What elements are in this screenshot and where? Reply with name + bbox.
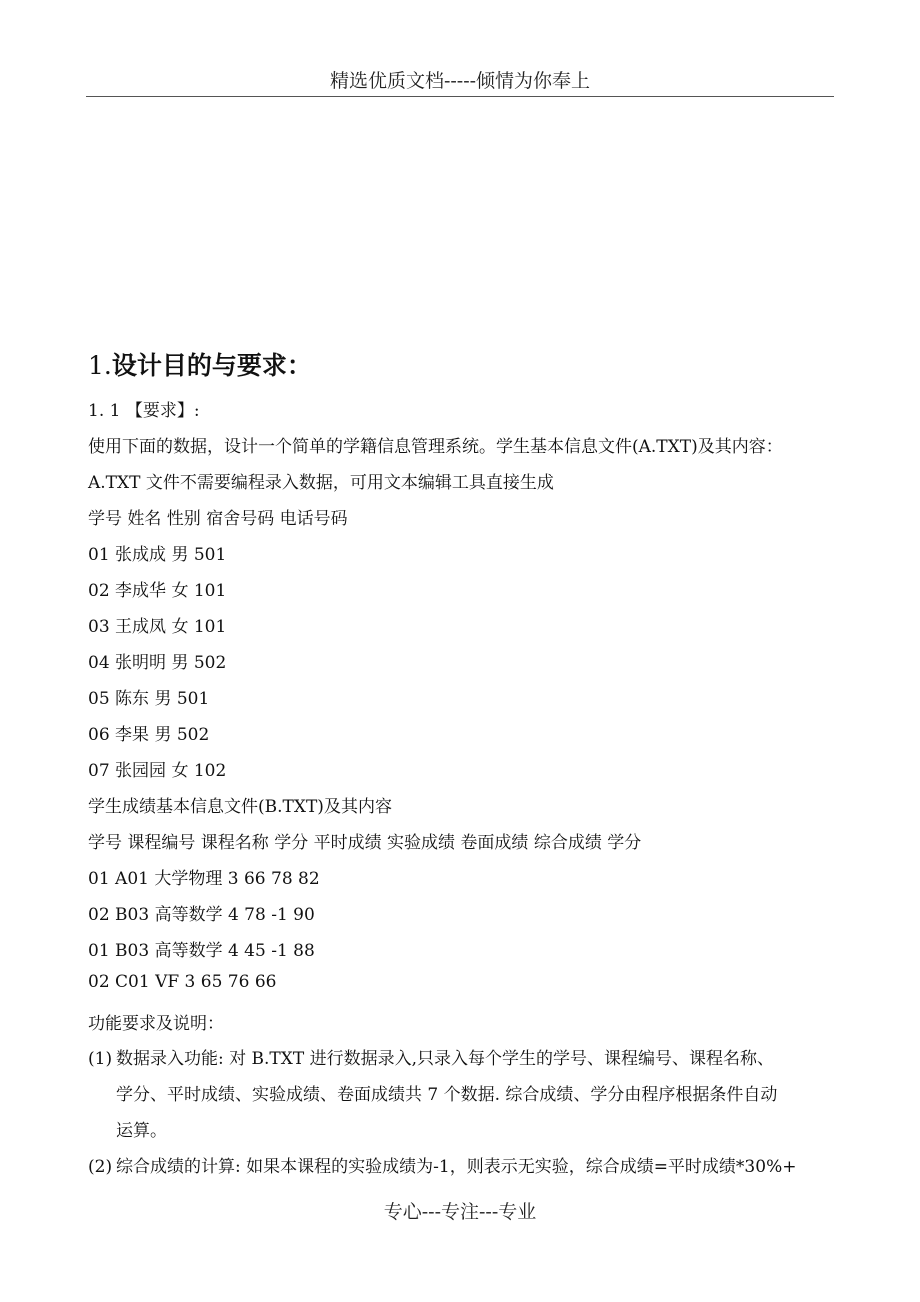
requirement-marker: (1): [88, 1049, 113, 1069]
requirement-text: 运算。: [116, 1121, 167, 1141]
section-number: 1.: [88, 351, 112, 380]
student-row: 02 李成华 女 101: [88, 581, 227, 601]
requirement-item: [88, 1044, 774, 1069]
section-title: [88, 346, 312, 382]
score-row: 02 B03 高等数学 4 78 -1 90: [88, 905, 315, 925]
student-row: 04 张明明 男 502: [88, 653, 227, 673]
function-requirements-title: 功能要求及说明：: [88, 1014, 224, 1034]
score-row: 02 C01 VF 3 65 76 66: [88, 972, 277, 992]
requirement-item: [88, 1152, 796, 1177]
score-row: 01 B03 高等数学 4 45 -1 88: [88, 941, 315, 961]
score-row: 01 A01 大学物理 3 66 78 82: [88, 869, 320, 889]
student-table-header: 学号 姓名 性别 宿舍号码 电话号码: [88, 509, 348, 529]
score-table-header: 学号 课程编号 课程名称 学分 平时成绩 实验成绩 卷面成绩 综合成绩 学分: [88, 833, 642, 853]
header-divider: [86, 96, 834, 97]
requirement-text: 数据录入功能: 对 B.TXT 进行数据录入,只录入每个学生的学号、课程编号、课程名称、: [116, 1049, 775, 1069]
page-header: 精选优质文档-----倾情为你奉上: [329, 70, 591, 92]
section-title-text: 设计目的与要求：: [111, 351, 312, 380]
requirement-text: 综合成绩的计算: 如果本课程的实验成绩为-1，则表示无实验，综合成绩=平时成绩*30%+: [116, 1157, 797, 1177]
student-row: 05 陈东 男 501: [88, 689, 210, 709]
student-row: 01 张成成 男 501: [88, 545, 227, 565]
requirement-text: 学分、平时成绩、实验成绩、卷面成绩共 7 个数据. 综合成绩、学分由程序根据条件自动: [116, 1085, 778, 1105]
page-footer: 专心---专注---专业: [383, 1201, 537, 1223]
score-intro: 学生成绩基本信息文件(B.TXT)及其内容: [88, 797, 392, 817]
student-row: 03 王成凤 女 101: [88, 617, 227, 637]
student-row: 06 李果 男 502: [88, 725, 210, 745]
intro-line: 使用下面的数据，设计一个简单的学籍信息管理系统。学生基本信息文件(A.TXT)及其内容：: [88, 437, 783, 457]
student-row: 07 张园园 女 102: [88, 761, 227, 781]
subsection-label: 1. 1 【要求】:: [88, 401, 200, 421]
requirement-marker: (2): [88, 1157, 113, 1177]
intro-line: A.TXT 文件不需要编程录入数据，可用文本编辑工具直接生成: [88, 473, 554, 493]
